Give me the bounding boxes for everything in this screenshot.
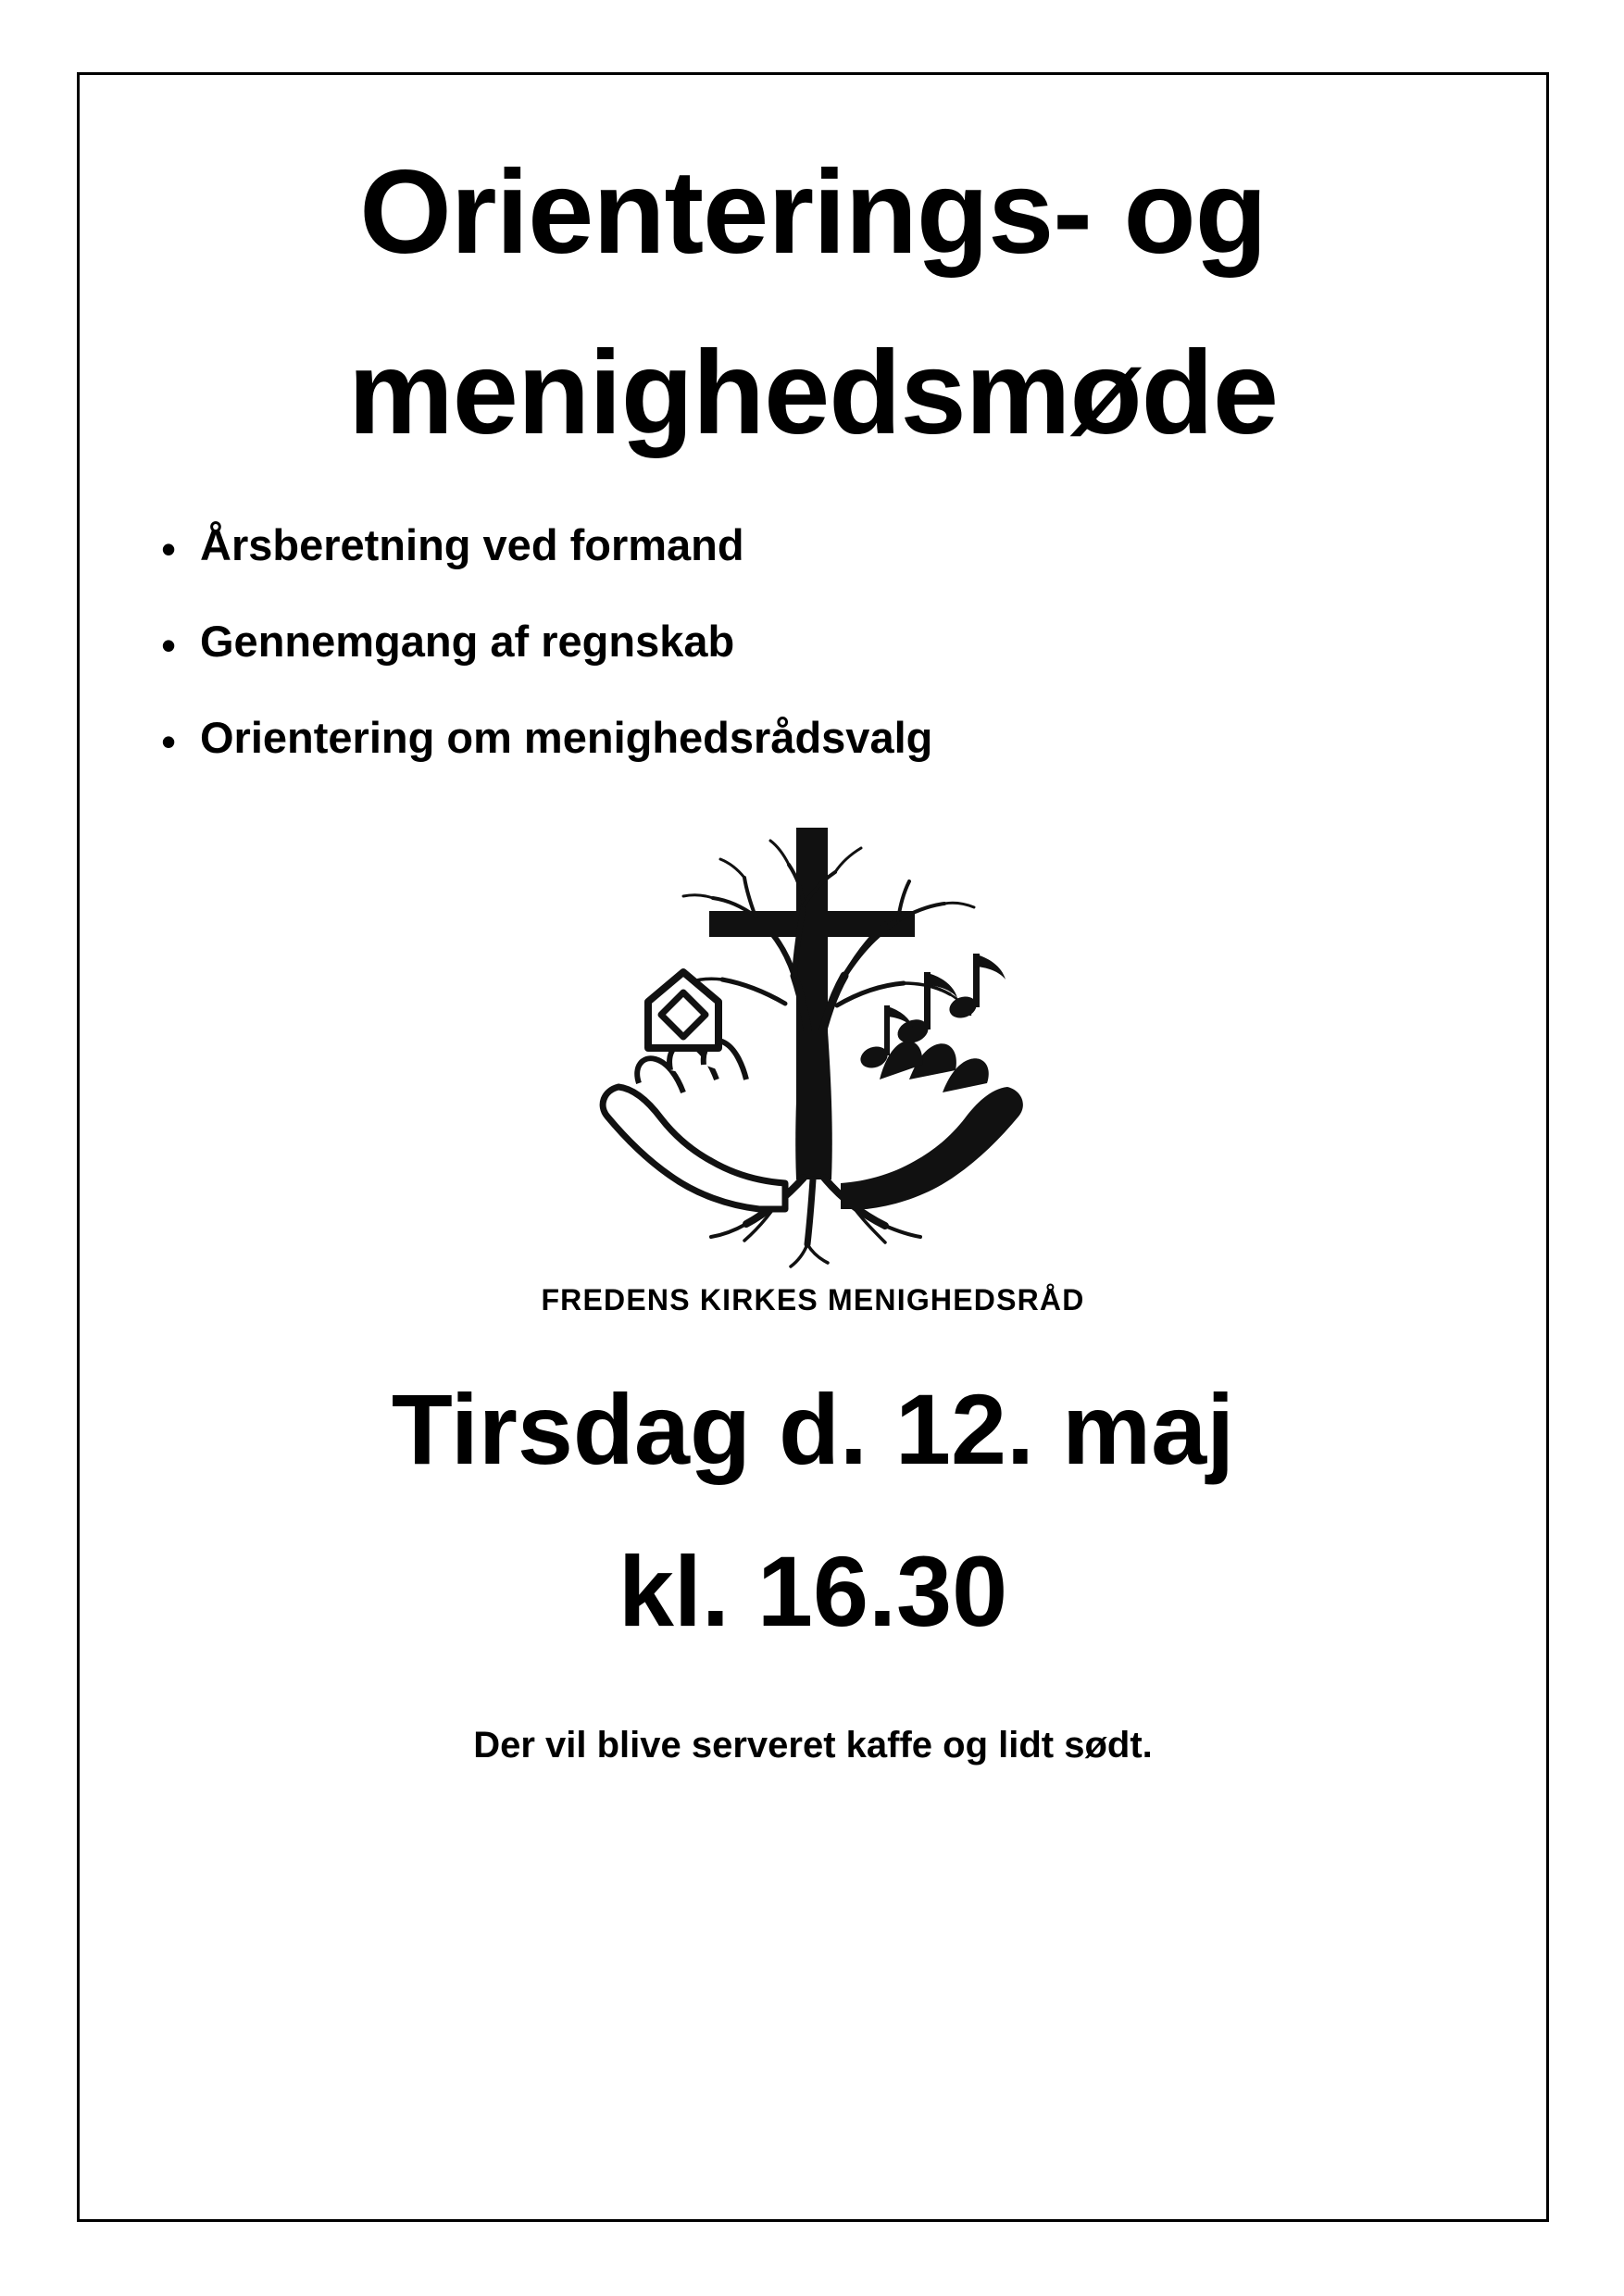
date-line-1: Tirsdag d. 12. maj bbox=[391, 1373, 1235, 1486]
list-item bbox=[161, 520, 1491, 574]
agenda-list bbox=[80, 520, 1546, 767]
poster-page bbox=[77, 72, 1549, 2222]
agenda-item-label: Orientering om menighedsrådsvalg bbox=[200, 713, 933, 763]
logo-caption: FREDENS KIRKES MENIGHEDSRÅD bbox=[541, 1283, 1085, 1317]
poster-title bbox=[80, 123, 1546, 483]
date-line-2: kl. 16.30 bbox=[618, 1535, 1008, 1648]
tree-cross-hands-logo-icon bbox=[507, 809, 1118, 1281]
bullet-icon: • bbox=[161, 718, 177, 767]
logo-block bbox=[80, 809, 1546, 1317]
footnote-text: Der vil blive serveret kaffe og lidt sødt. bbox=[473, 1725, 1153, 1766]
list-item bbox=[161, 617, 1491, 670]
title-line-2: menighedsmøde bbox=[347, 326, 1279, 459]
event-date bbox=[80, 1349, 1546, 1673]
bullet-icon: • bbox=[161, 525, 177, 574]
title-line-1: Orienterings- og bbox=[359, 146, 1267, 279]
bullet-icon: • bbox=[161, 621, 177, 670]
list-item bbox=[161, 713, 1491, 767]
agenda-item-label: Gennemgang af regnskab bbox=[200, 617, 735, 667]
agenda-item-label: Årsberetning ved formand bbox=[200, 520, 744, 570]
